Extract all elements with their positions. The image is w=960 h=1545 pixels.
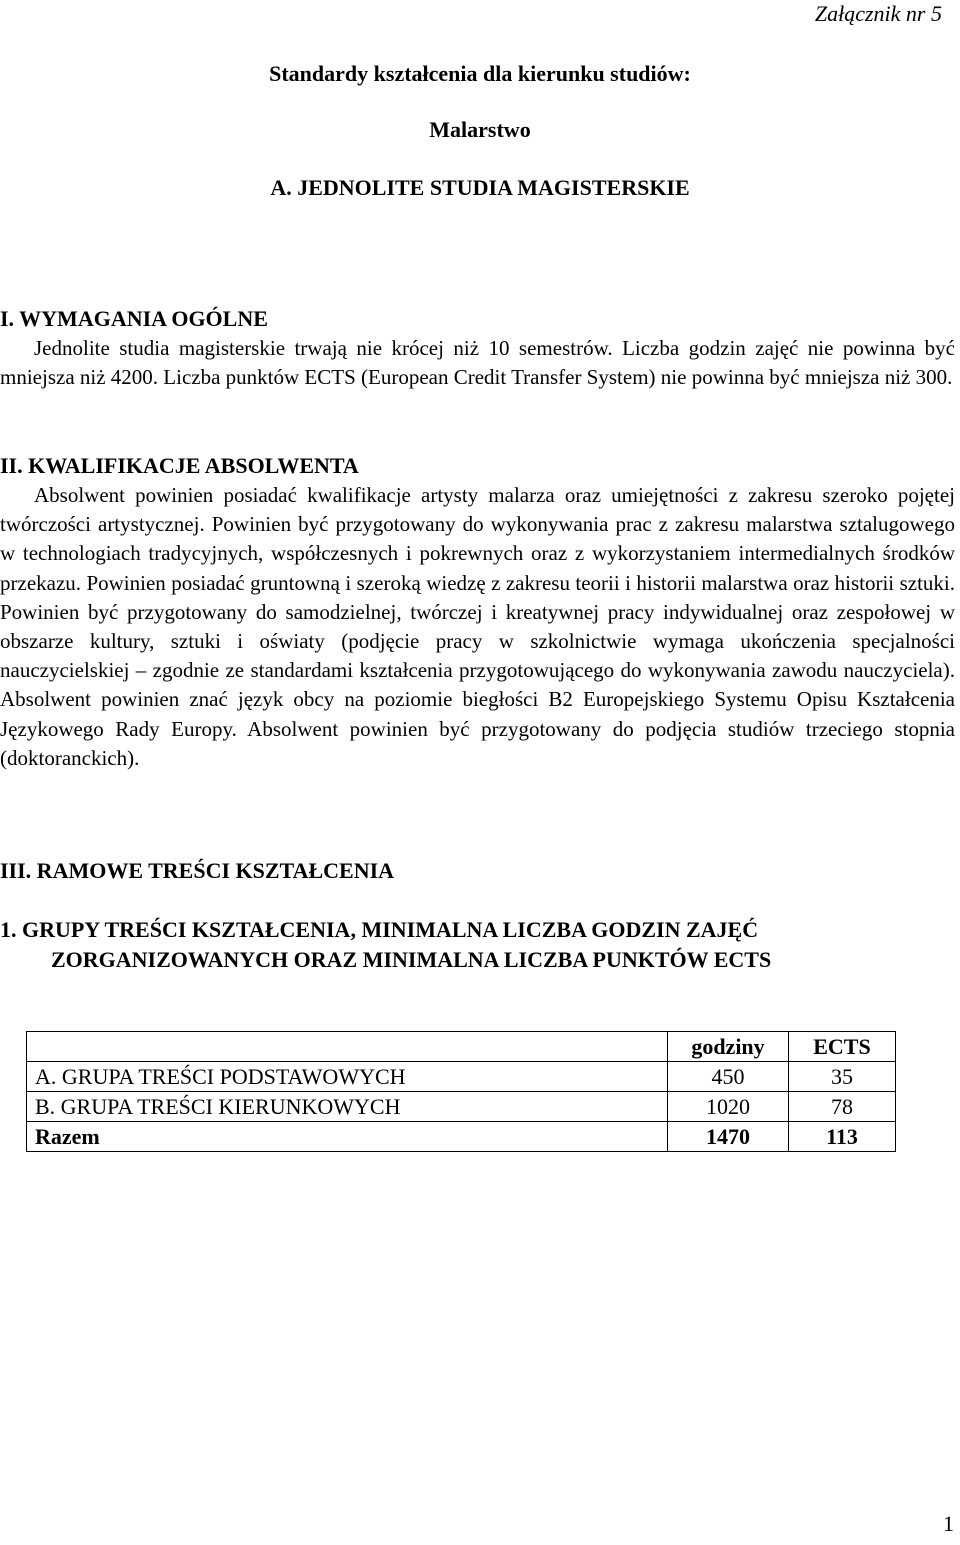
section-3-subheading [0,915,771,975]
table-cell-hours: 1020 [668,1092,789,1122]
table-cell-hours: 450 [668,1062,789,1092]
hours-ects-table [26,1031,896,1152]
field-name: Malarstwo [429,117,531,142]
table-cell-hours: 1470 [668,1122,789,1152]
study-type: A. JEDNOLITE STUDIA MAGISTERSKIE [270,175,690,200]
section-1-text: Jednolite studia magisterskie trwają nie krócej niż 10 semestrów. Liczba godzin zajęć nie powinna być mniejsza niż 4200. Liczba punktów ECTS (European Credit Transfer System) nie powinna być mniejsza niż 300. [0,336,955,390]
table-cell-ects: 113 [789,1122,896,1152]
table-cell-name: Razem [27,1122,668,1152]
table-total-row [27,1122,896,1152]
section-2-heading: II. KWALIFIKACJE ABSOLWENTA [0,453,359,478]
annex-label: Załącznik nr 5 [814,1,942,26]
section-1-heading: I. WYMAGANIA OGÓLNE [0,306,268,331]
table-header-row [27,1032,896,1062]
page-number: 1 [943,1511,954,1536]
table-header-cell [27,1032,668,1062]
section-2-text: Absolwent powinien posiadać kwalifikacje artysty malarza oraz umiejętności z zakresu szeroko pojętej twórczości artystycznej. Powinien być przygotowany do wykonywania prac z zakresu malarstwa sztalugowego w technologiach tradycyjnych, współczesnych i pokrewnych oraz z wykorzystaniem intermedialnych środków przekazu. Powinien posiadać gruntowną i szeroką wiedzę z zakresu teorii i historii malarstwa oraz historii sztuki. Powinien być przygotowany do samodzielnej, twórczej i kreatywnej pracy indywidualnej oraz zespołowej w obszarze kultury, sztuki i oświaty (podjęcie pracy w szkolnictwie wymaga ukończenia specjalności nauczycielskiej – zgodnie ze standardami kształcenia przygotowującego do wykonywania zawodu nauczyciela). Absolwent powinien znać język obcy na poziomie biegłości B2 Europejskiego Systemu Opisu Kształcenia Językowego Rady Europy. Absolwent powinien być przygotowany do podjęcia studiów trzeciego stopnia (doktoranckich). [0,483,955,770]
subheading-line-1: 1. GRUPY TREŚCI KSZTAŁCENIA, MINIMALNA LICZBA GODZIN ZAJĘĆ [0,917,759,942]
table-cell-ects: 35 [789,1062,896,1092]
table-header-cell: godziny [668,1032,789,1062]
subheading-line-2: ZORGANIZOWANYCH ORAZ MINIMALNA LICZBA PUNKTÓW ECTS [51,947,772,972]
table-row [27,1092,896,1122]
table-header-cell: ECTS [789,1032,896,1062]
document-title: Standardy kształcenia dla kierunku studiów: [269,61,691,86]
section-3-heading: III. RAMOWE TREŚCI KSZTAŁCENIA [0,858,395,883]
table-cell-name: A. GRUPA TREŚCI PODSTAWOWYCH [27,1062,668,1092]
table-cell-ects: 78 [789,1092,896,1122]
table-cell-name: B. GRUPA TREŚCI KIERUNKOWYCH [27,1092,668,1122]
table-row [27,1062,896,1092]
